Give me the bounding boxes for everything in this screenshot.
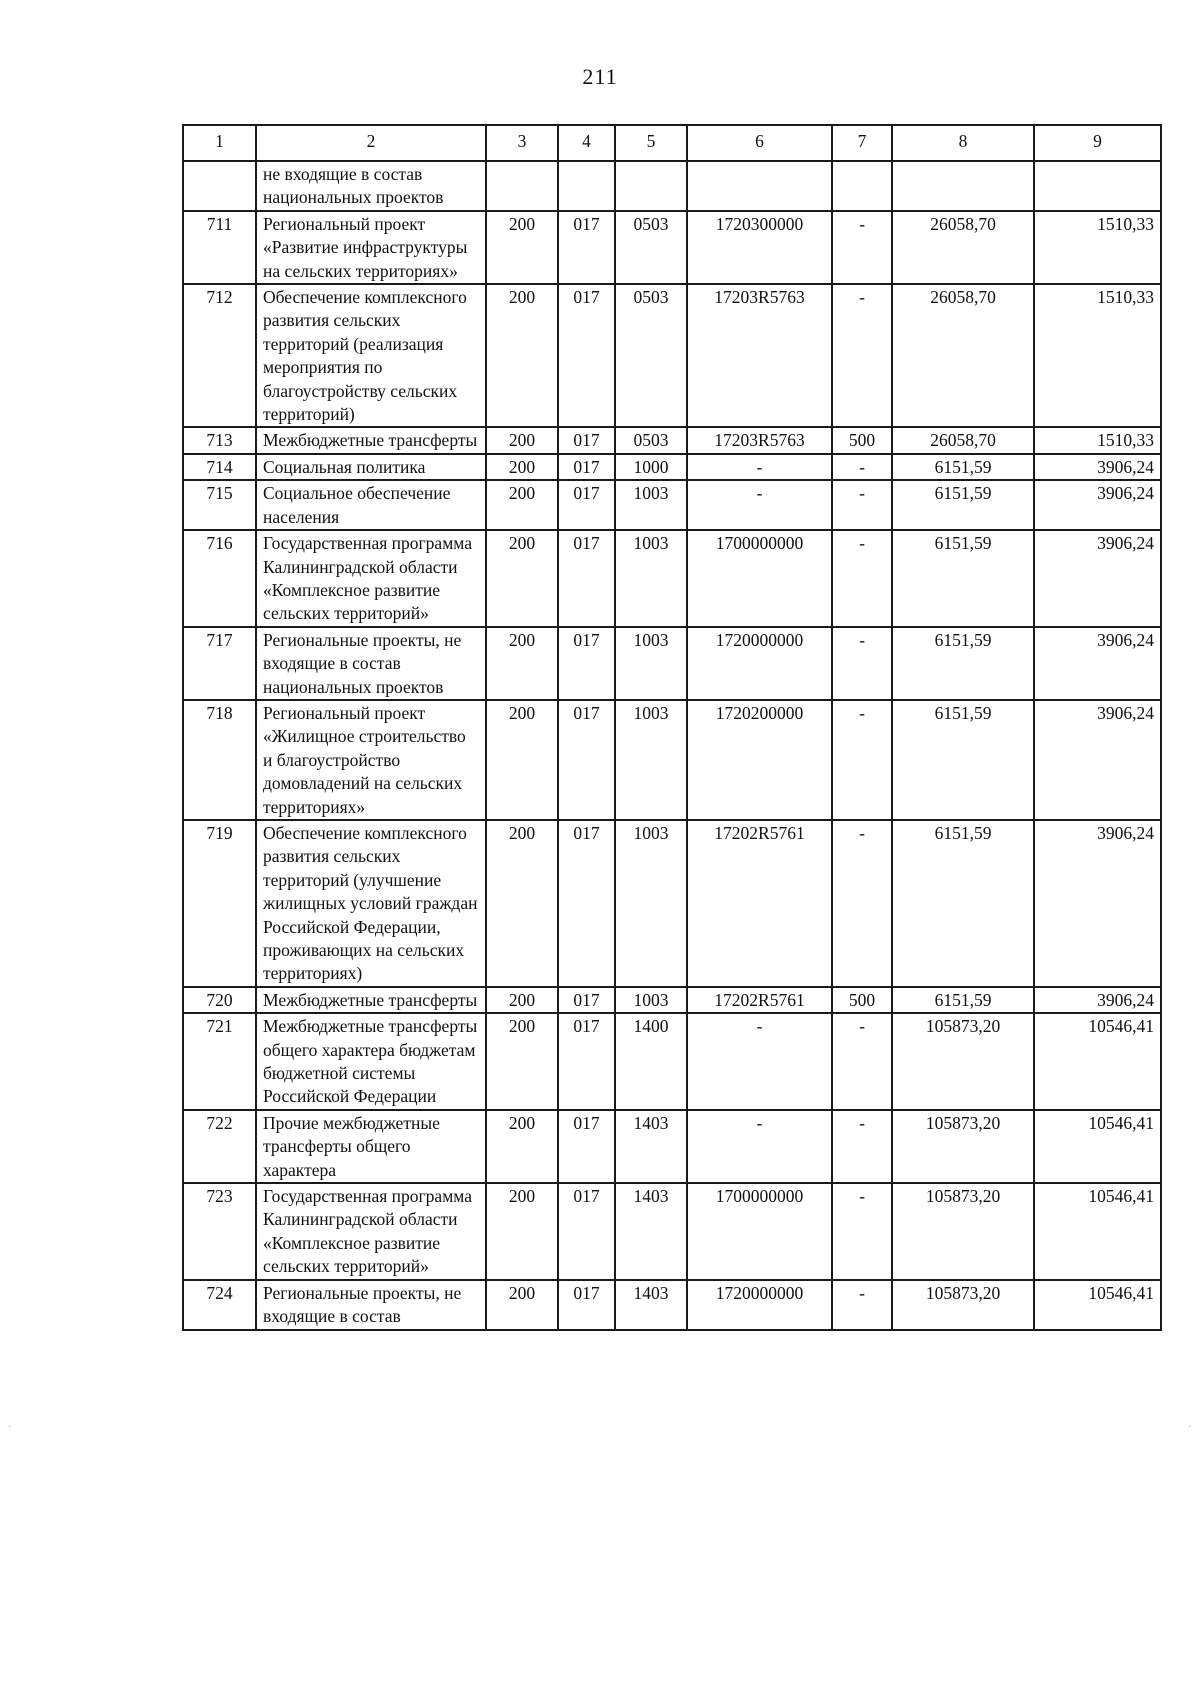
table-row bbox=[183, 427, 1161, 453]
table-row bbox=[183, 987, 1161, 1013]
code-3: 200 bbox=[486, 820, 558, 987]
expense-type: - bbox=[832, 1013, 892, 1110]
amount-8: 6151,59 bbox=[892, 480, 1034, 530]
item-name: Прочие межбюджетные трансферты общего характера bbox=[256, 1110, 486, 1183]
header-row bbox=[183, 125, 1161, 161]
column-header: 5 bbox=[615, 125, 687, 161]
code-4: 017 bbox=[558, 427, 615, 453]
row-number bbox=[183, 161, 256, 211]
section-code: 0503 bbox=[615, 427, 687, 453]
code-4: 017 bbox=[558, 820, 615, 987]
target-code: 17202R5761 bbox=[687, 987, 832, 1013]
table-row bbox=[183, 700, 1161, 820]
page-number: 211 bbox=[582, 64, 618, 89]
code-3: 200 bbox=[486, 454, 558, 480]
item-name: Региональный проект «Жилищное строительство и благоустройство домовладений на сельских территориях» bbox=[256, 700, 486, 820]
section-code: 1003 bbox=[615, 480, 687, 530]
code-3: 200 bbox=[486, 627, 558, 700]
section-code: 1403 bbox=[615, 1110, 687, 1183]
row-number: 717 bbox=[183, 627, 256, 700]
amount-8: 6151,59 bbox=[892, 627, 1034, 700]
section-code: 0503 bbox=[615, 211, 687, 284]
expense-type: - bbox=[832, 820, 892, 987]
target-code: 1720000000 bbox=[687, 1280, 832, 1330]
code-3 bbox=[486, 161, 558, 211]
column-header: 1 bbox=[183, 125, 256, 161]
expense-type bbox=[832, 161, 892, 211]
column-header: 4 bbox=[558, 125, 615, 161]
amount-9: 1510,33 bbox=[1034, 284, 1161, 427]
code-3: 200 bbox=[486, 987, 558, 1013]
item-name: Социальное обеспечение населения bbox=[256, 480, 486, 530]
code-4: 017 bbox=[558, 700, 615, 820]
amount-8: 105873,20 bbox=[892, 1183, 1034, 1280]
target-code: 17203R5763 bbox=[687, 427, 832, 453]
item-name: не входящие в состав национальных проектов bbox=[256, 161, 486, 211]
section-code: 1400 bbox=[615, 1013, 687, 1110]
target-code: 1700000000 bbox=[687, 1183, 832, 1280]
code-3: 200 bbox=[486, 700, 558, 820]
code-4: 017 bbox=[558, 1110, 615, 1183]
code-4: 017 bbox=[558, 987, 615, 1013]
amount-8: 6151,59 bbox=[892, 530, 1034, 627]
row-number: 714 bbox=[183, 454, 256, 480]
table-row bbox=[183, 161, 1161, 211]
amount-9: 3906,24 bbox=[1034, 454, 1161, 480]
item-name: Обеспечение комплексного развития сельских территорий (реализация мероприятия по благоустройству сельских территорий) bbox=[256, 284, 486, 427]
amount-9: 3906,24 bbox=[1034, 627, 1161, 700]
row-number: 719 bbox=[183, 820, 256, 987]
expense-type: - bbox=[832, 530, 892, 627]
code-4: 017 bbox=[558, 530, 615, 627]
amount-8: 6151,59 bbox=[892, 700, 1034, 820]
item-name: Региональные проекты, не входящие в состав bbox=[256, 1280, 486, 1330]
row-number: 711 bbox=[183, 211, 256, 284]
target-code bbox=[687, 161, 832, 211]
target-code: 17203R5763 bbox=[687, 284, 832, 427]
row-number: 712 bbox=[183, 284, 256, 427]
code-3: 200 bbox=[486, 211, 558, 284]
expense-type: - bbox=[832, 211, 892, 284]
item-name: Государственная программа Калининградской области «Комплексное развитие сельских территорий» bbox=[256, 1183, 486, 1280]
row-number: 716 bbox=[183, 530, 256, 627]
code-3: 200 bbox=[486, 427, 558, 453]
item-name: Региональные проекты, не входящие в состав национальных проектов bbox=[256, 627, 486, 700]
target-code: 17202R5761 bbox=[687, 820, 832, 987]
amount-9: 3906,24 bbox=[1034, 480, 1161, 530]
expense-type: 500 bbox=[832, 987, 892, 1013]
row-number: 713 bbox=[183, 427, 256, 453]
item-name: Обеспечение комплексного развития сельских территорий (улучшение жилищных условий граждан Российской Федерации, проживающих на сельских территориях) bbox=[256, 820, 486, 987]
target-code: 1720000000 bbox=[687, 627, 832, 700]
row-number: 718 bbox=[183, 700, 256, 820]
table-row bbox=[183, 454, 1161, 480]
budget-table bbox=[182, 124, 1162, 1331]
amount-8: 105873,20 bbox=[892, 1110, 1034, 1183]
target-code: - bbox=[687, 454, 832, 480]
expense-type: 500 bbox=[832, 427, 892, 453]
item-name: Межбюджетные трансферты bbox=[256, 427, 486, 453]
amount-9: 10546,41 bbox=[1034, 1110, 1161, 1183]
item-name: Региональный проект «Развитие инфраструктуры на сельских территориях» bbox=[256, 211, 486, 284]
amount-8: 26058,70 bbox=[892, 427, 1034, 453]
code-4: 017 bbox=[558, 480, 615, 530]
expense-type: - bbox=[832, 454, 892, 480]
table-row bbox=[183, 480, 1161, 530]
amount-9: 1510,33 bbox=[1034, 211, 1161, 284]
code-3: 200 bbox=[486, 1183, 558, 1280]
item-name: Государственная программа Калининградской области «Комплексное развитие сельских территорий» bbox=[256, 530, 486, 627]
column-header: 6 bbox=[687, 125, 832, 161]
section-code: 1003 bbox=[615, 530, 687, 627]
code-3: 200 bbox=[486, 530, 558, 627]
code-4: 017 bbox=[558, 211, 615, 284]
table-row bbox=[183, 211, 1161, 284]
code-4: 017 bbox=[558, 1013, 615, 1110]
amount-9: 3906,24 bbox=[1034, 700, 1161, 820]
row-number: 721 bbox=[183, 1013, 256, 1110]
item-name: Межбюджетные трансферты общего характера бюджетам бюджетной системы Российской Федерации bbox=[256, 1013, 486, 1110]
amount-8: 26058,70 bbox=[892, 211, 1034, 284]
target-code: 1700000000 bbox=[687, 530, 832, 627]
expense-type: - bbox=[832, 1280, 892, 1330]
column-header: 7 bbox=[832, 125, 892, 161]
expense-type: - bbox=[832, 700, 892, 820]
row-number: 715 bbox=[183, 480, 256, 530]
section-code: 0503 bbox=[615, 284, 687, 427]
table-row bbox=[183, 820, 1161, 987]
table-row bbox=[183, 627, 1161, 700]
target-code: - bbox=[687, 1110, 832, 1183]
section-code: 1003 bbox=[615, 987, 687, 1013]
row-number: 723 bbox=[183, 1183, 256, 1280]
table-row bbox=[183, 1013, 1161, 1110]
amount-9: 3906,24 bbox=[1034, 530, 1161, 627]
target-code: 1720200000 bbox=[687, 700, 832, 820]
code-3: 200 bbox=[486, 1280, 558, 1330]
item-name: Межбюджетные трансферты bbox=[256, 987, 486, 1013]
amount-8: 105873,20 bbox=[892, 1280, 1034, 1330]
amount-9: 10546,41 bbox=[1034, 1280, 1161, 1330]
row-number: 724 bbox=[183, 1280, 256, 1330]
amount-8: 6151,59 bbox=[892, 987, 1034, 1013]
section-code: 1003 bbox=[615, 627, 687, 700]
amount-9: 3906,24 bbox=[1034, 987, 1161, 1013]
code-4: 017 bbox=[558, 454, 615, 480]
target-code: - bbox=[687, 1013, 832, 1110]
code-4: 017 bbox=[558, 1280, 615, 1330]
target-code: 1720300000 bbox=[687, 211, 832, 284]
item-name: Социальная политика bbox=[256, 454, 486, 480]
table-row bbox=[183, 1110, 1161, 1183]
section-code: 1403 bbox=[615, 1183, 687, 1280]
section-code: 1000 bbox=[615, 454, 687, 480]
expense-type: - bbox=[832, 480, 892, 530]
scan-mark: · bbox=[1188, 1422, 1192, 1433]
column-header: 8 bbox=[892, 125, 1034, 161]
expense-type: - bbox=[832, 284, 892, 427]
code-3: 200 bbox=[486, 1013, 558, 1110]
section-code: 1003 bbox=[615, 700, 687, 820]
amount-9 bbox=[1034, 161, 1161, 211]
section-code bbox=[615, 161, 687, 211]
code-4: 017 bbox=[558, 284, 615, 427]
amount-9: 3906,24 bbox=[1034, 820, 1161, 987]
column-header: 2 bbox=[256, 125, 486, 161]
code-3: 200 bbox=[486, 284, 558, 427]
amount-9: 10546,41 bbox=[1034, 1013, 1161, 1110]
code-3: 200 bbox=[486, 480, 558, 530]
code-4: 017 bbox=[558, 627, 615, 700]
target-code: - bbox=[687, 480, 832, 530]
row-number: 722 bbox=[183, 1110, 256, 1183]
amount-8: 26058,70 bbox=[892, 284, 1034, 427]
expense-type: - bbox=[832, 1183, 892, 1280]
row-number: 720 bbox=[183, 987, 256, 1013]
amount-8: 6151,59 bbox=[892, 454, 1034, 480]
table-row bbox=[183, 530, 1161, 627]
column-header: 3 bbox=[486, 125, 558, 161]
amount-9: 1510,33 bbox=[1034, 427, 1161, 453]
amount-8 bbox=[892, 161, 1034, 211]
table-row bbox=[183, 1183, 1161, 1280]
amount-9: 10546,41 bbox=[1034, 1183, 1161, 1280]
table-row bbox=[183, 284, 1161, 427]
expense-type: - bbox=[832, 1110, 892, 1183]
section-code: 1403 bbox=[615, 1280, 687, 1330]
scan-mark: · bbox=[8, 1422, 12, 1433]
expense-type: - bbox=[832, 627, 892, 700]
code-4: 017 bbox=[558, 1183, 615, 1280]
amount-8: 105873,20 bbox=[892, 1013, 1034, 1110]
column-header: 9 bbox=[1034, 125, 1161, 161]
code-3: 200 bbox=[486, 1110, 558, 1183]
section-code: 1003 bbox=[615, 820, 687, 987]
amount-8: 6151,59 bbox=[892, 820, 1034, 987]
code-4 bbox=[558, 161, 615, 211]
table-row bbox=[183, 1280, 1161, 1330]
